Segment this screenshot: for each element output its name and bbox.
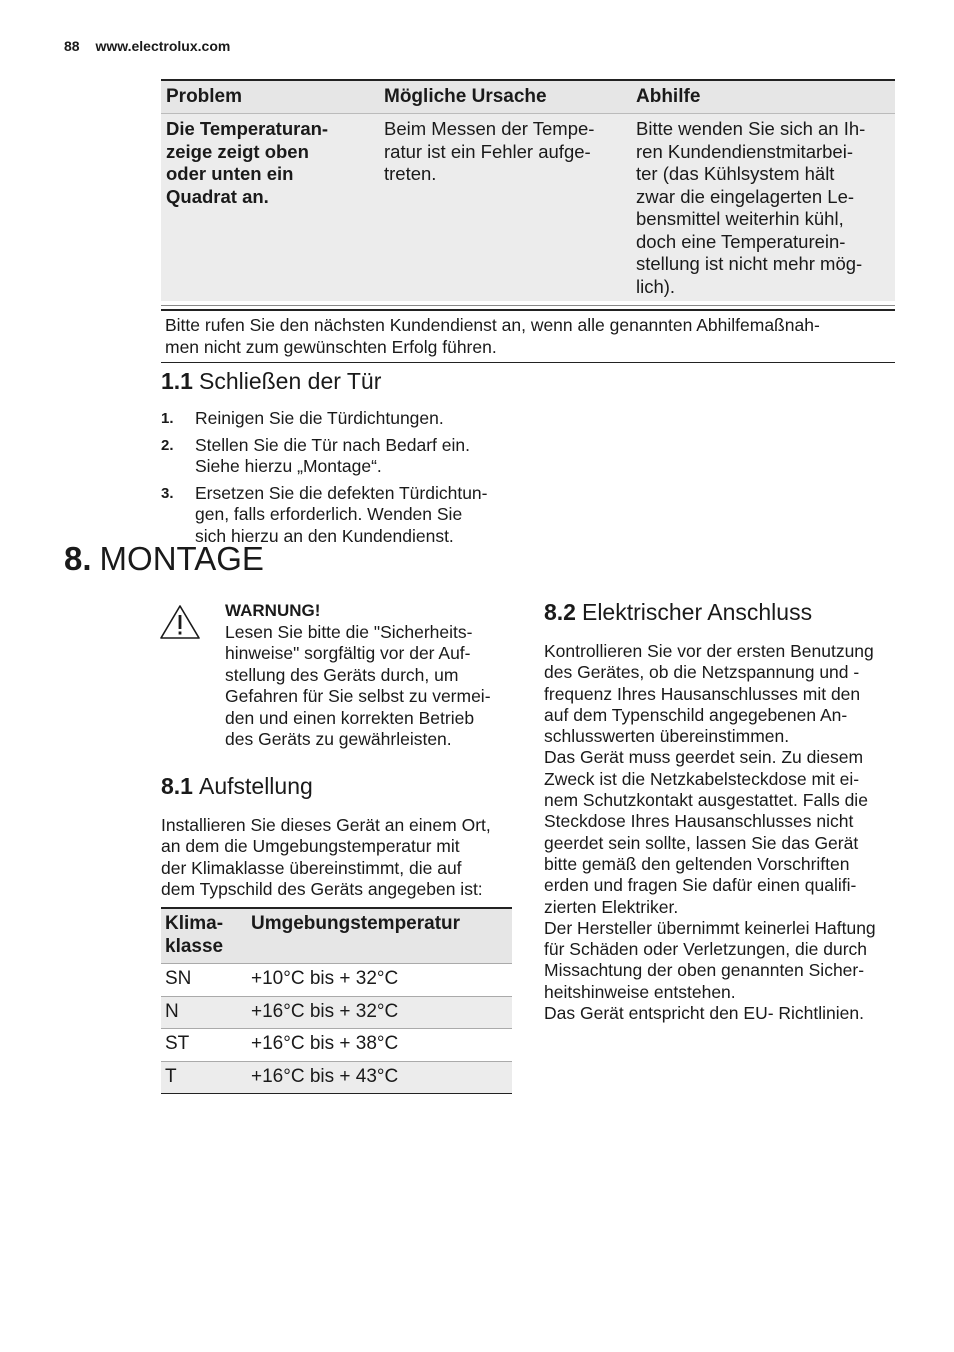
line: Klima- [165, 913, 224, 934]
section-heading-8-2 [544, 599, 812, 626]
line: bitte gemäß den geltenden Vorschriften [544, 853, 850, 874]
section-number: 1.1 [161, 368, 193, 394]
section-title: Schließen der Tür [198, 368, 382, 394]
step-text [195, 435, 521, 478]
line: nem Schutzkontakt ausgestattet. Falls die [544, 790, 868, 811]
line: Installieren Sie dieses Gerät an einem Ort, [161, 815, 491, 835]
section-heading-1-1 [161, 368, 381, 395]
line: men nicht zum gewünschten Erfolg führen. [165, 336, 497, 357]
line: des Geräts zu gewährleisten. [225, 729, 452, 749]
list-item [161, 483, 521, 548]
chapter-heading [64, 540, 264, 578]
line: geerdet sein sollte, lassen Sie das Gerät [544, 832, 859, 853]
cell-temp: +16°C bis + 38°C [247, 1029, 512, 1062]
line: Zweck ist die Netzkabelsteckdose mit ei- [544, 768, 860, 789]
cell-remedy [633, 118, 895, 301]
section-8-1-text [161, 815, 516, 900]
line: hinweise" sorgfältig vor der Auf- [225, 643, 471, 663]
line: Bitte rufen Sie den nächsten Kundendienst an, wenn alle genannten Abhilfemaßnah- [165, 315, 820, 335]
line: zeige zeigt oben [166, 140, 309, 162]
line: klasse [165, 935, 224, 957]
troubleshooting-table [161, 79, 895, 306]
line: Das Gerät muss geerdet sein. Zu diesem [544, 747, 864, 768]
page-number: 88 [64, 38, 80, 54]
line: Der Hersteller übernimmt keinerlei Haftung [544, 917, 876, 938]
line: doch eine Temperaturein- [636, 230, 846, 252]
chapter-number: 8. [64, 540, 92, 577]
cell-problem [161, 118, 380, 301]
step-number: 2. [161, 436, 174, 454]
cell-class: SN [161, 964, 247, 997]
line: gen, falls erforderlich. Wenden Sie [195, 504, 463, 524]
cell-class: ST [161, 1029, 247, 1062]
line: stellung ist nicht mehr mög- [636, 253, 863, 274]
table-row [161, 1061, 512, 1094]
section-heading-8-1 [161, 773, 313, 800]
line: erden und fragen Sie dafür einen qualifi- [544, 875, 857, 896]
list-item [161, 435, 521, 478]
section-title: Elektrischer Anschluss [581, 599, 813, 625]
header-ambient-temp: Umgebungstemperatur [247, 908, 512, 964]
line: Gefahren für Sie selbst zu vermei- [225, 686, 491, 706]
line: Siehe hierzu „Montage“. [195, 456, 382, 476]
line: frequenz Ihres Hausanschlusses mit den [544, 683, 861, 704]
list-item [161, 408, 521, 430]
line: auf dem Typenschild angegebenen An- [544, 704, 848, 725]
line: Stellen Sie die Tür nach Bedarf ein. [195, 434, 470, 455]
line: dem Typschild des Geräts angegeben ist: [161, 878, 483, 899]
warning-icon [159, 604, 201, 640]
line: Lesen Sie bitte die "Sicherheits- [225, 621, 473, 642]
line: ter (das Kühlsystem hält [636, 163, 835, 184]
line: an dem die Umgebungstemperatur mit [161, 836, 460, 857]
line: heitshinweise entstehen. [544, 981, 736, 1002]
line: Quadrat an. [166, 185, 269, 207]
header-problem: Problem [166, 86, 243, 107]
steps-list [161, 408, 521, 552]
line: Beim Messen der Tempe- [384, 118, 595, 139]
line: Kontrollieren Sie vor der ersten Benutzung [544, 641, 874, 661]
line: des Gerätes, ob die Netzspannung und - [544, 662, 860, 683]
warning-title: WARNUNG! [225, 601, 321, 620]
step-text [195, 483, 521, 548]
cell-cause [380, 118, 633, 301]
climate-class-table [161, 907, 512, 1094]
line: für Schäden oder Verletzungen, die durch [544, 939, 867, 960]
line: der Klimaklasse übereinstimmt, die auf [161, 857, 462, 878]
line: Das Gerät entspricht den EU- Richtlinien. [544, 1003, 864, 1024]
table-row [161, 1029, 512, 1062]
line: schlusswerten übereinstimmen. [544, 726, 790, 747]
table-bottom-rule [161, 305, 895, 306]
page-header [64, 38, 230, 54]
line: ren Kundendienstmitarbei- [636, 140, 853, 162]
table-row [161, 113, 895, 301]
step-number: 3. [161, 484, 174, 502]
line: Steckdose Ihres Hausanschlusses nicht [544, 811, 854, 832]
line: stellung des Geräts durch, um [225, 664, 459, 685]
line: Ersetzen Sie die defekten Türdichtun- [195, 482, 488, 503]
warning-block [225, 600, 515, 751]
line: oder unten ein [166, 163, 294, 184]
header-remedy: Abhilfe [636, 86, 701, 107]
line: Bitte wenden Sie sich an Ih- [636, 118, 866, 139]
line: ratur ist ein Fehler aufge- [384, 140, 591, 162]
line: zwar die eingelagerten Le- [636, 185, 855, 207]
line: Die Temperaturan- [166, 118, 329, 139]
table-header [161, 79, 895, 113]
section-8-2-text [544, 641, 904, 1024]
line: den und einen korrekten Betrieb [225, 707, 475, 728]
section-title: Aufstellung [198, 773, 313, 799]
line: zierten Elektriker. [544, 896, 679, 917]
line: Missachtung der oben genannten Sicher- [544, 960, 865, 981]
site-url: www.electrolux.com [95, 38, 231, 54]
line: Reinigen Sie die Türdichtungen. [195, 408, 444, 428]
chapter-title: MONTAGE [99, 540, 264, 577]
section-number: 8.1 [161, 773, 193, 799]
cell-class: N [161, 996, 247, 1029]
step-number: 1. [161, 410, 174, 427]
cell-temp: +10°C bis + 32°C [247, 964, 512, 997]
service-note [161, 309, 895, 363]
header-cause: Mögliche Ursache [384, 86, 547, 107]
table-row [161, 964, 512, 997]
section-number: 8.2 [544, 599, 576, 625]
line: lich). [636, 275, 676, 297]
table-row [161, 996, 512, 1029]
step-text [195, 408, 521, 430]
cell-temp: +16°C bis + 43°C [247, 1061, 512, 1094]
cell-class: T [161, 1061, 247, 1094]
header-climate-class [161, 908, 247, 964]
line: treten. [384, 163, 437, 184]
table-header [161, 908, 512, 964]
line: bensmittel weiterhin kühl, [636, 208, 844, 229]
cell-temp: +16°C bis + 32°C [247, 996, 512, 1029]
line: sich hierzu an den Kundendienst. [195, 525, 454, 546]
